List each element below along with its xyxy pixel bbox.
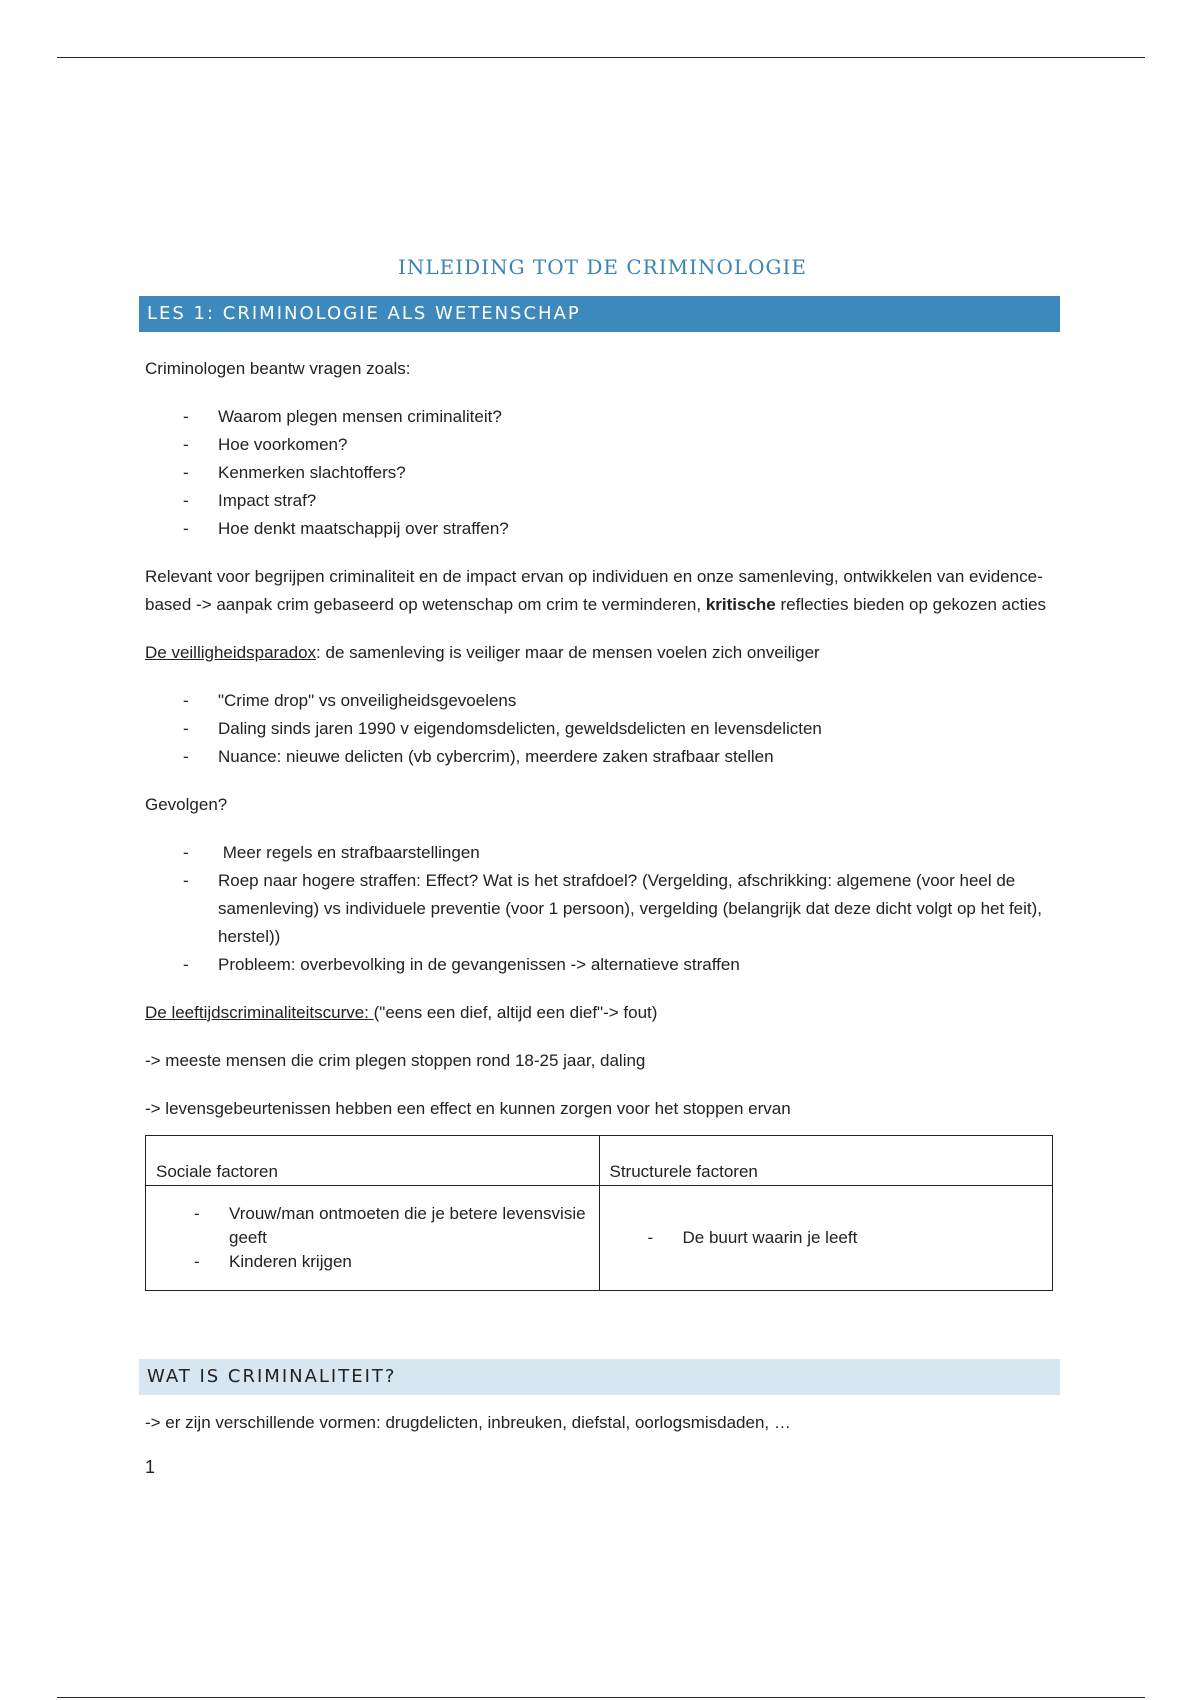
section-heading-les1: LES 1: CRIMINOLOGIE ALS WETENSCHAP bbox=[139, 296, 1060, 332]
paradox-label: De veilligheidsparadox bbox=[145, 643, 317, 662]
relevance-bold: kritische bbox=[705, 595, 776, 614]
table-header-social: Sociale factoren bbox=[146, 1136, 600, 1186]
list-item: - Hoe voorkomen? bbox=[145, 431, 1060, 459]
list-item: - Kenmerken slachtoffers? bbox=[145, 459, 1060, 487]
table-cell-structural bbox=[599, 1186, 1053, 1291]
document-title: INLEIDING TOT DE CRIMINOLOGIE bbox=[397, 255, 808, 279]
table-header-structural: Structurele factoren bbox=[599, 1136, 1053, 1186]
table-header-row bbox=[146, 1136, 1053, 1186]
list-item: - Hoe denkt maatschappij over straffen? bbox=[145, 515, 1060, 543]
list-item: - Kinderen krijgen bbox=[156, 1250, 589, 1274]
section-heading-criminaliteit: WAT IS CRIMINALITEIT? bbox=[139, 1359, 1060, 1395]
relevance-text: Relevant voor begrijpen criminaliteit en de impact ervan op individuen en onze samenleving, ontwikkelen van evidence- based -> aanpak crim gebaseerd op wetenschap om crim te verminderen, bbox=[145, 567, 1043, 614]
header-rule bbox=[57, 57, 1145, 58]
list-item: - Waarom plegen mensen criminaliteit? bbox=[145, 403, 1060, 431]
paradox-list bbox=[145, 687, 1060, 771]
list-item: - "Crime drop" vs onveiligheidsgevoelens bbox=[145, 687, 1060, 715]
structural-factors-list bbox=[610, 1226, 1043, 1250]
consequences-label: Gevolgen? bbox=[145, 795, 228, 814]
social-factors-list bbox=[156, 1202, 589, 1274]
list-item: - Nuance: nieuwe delicten (vb cybercrim), meerdere zaken strafbaar stellen bbox=[145, 743, 1060, 771]
list-item: - Meer regels en strafbaarstellingen bbox=[145, 839, 1060, 867]
factors-table bbox=[145, 1135, 1053, 1291]
list-item: - Impact straf? bbox=[145, 487, 1060, 515]
questions-list bbox=[145, 403, 1060, 543]
table-cell-social bbox=[146, 1186, 600, 1291]
relevance-paragraph bbox=[145, 563, 1060, 619]
list-item: - Probleem: overbevolking in de gevangenissen -> alternatieve straffen bbox=[145, 951, 1060, 979]
curve-text: ("eens een dief, altijd een dief"-> fout) bbox=[373, 1003, 658, 1022]
criminaliteit-paragraph: -> er zijn verschillende vormen: drugdelicten, inbreuken, diefstal, oorlogsmisdaden, … bbox=[145, 1413, 791, 1432]
list-item: - Daling sinds jaren 1990 v eigendomsdelicten, geweldsdelicten en levensdelicten bbox=[145, 715, 1060, 743]
page-number: 1 bbox=[145, 1457, 156, 1477]
list-item: - De buurt waarin je leeft bbox=[610, 1226, 1043, 1250]
document-body bbox=[145, 255, 1060, 1478]
curve-paragraph bbox=[145, 999, 1060, 1027]
list-item: - Roep naar hogere straffen: Effect? Wat is het strafdoel? (Vergelding, afschrikking: algemene (voor heel de samenleving) vs individuele preventie (voor 1 persoon), vergelding (belangrijk dat deze dicht volgt op het feit), herstel)) bbox=[145, 867, 1060, 951]
list-item: - Vrouw/man ontmoeten die je betere levensvisie geeft bbox=[156, 1202, 589, 1250]
curve-line-1: -> meeste mensen die crim plegen stoppen rond 18-25 jaar, daling bbox=[145, 1051, 646, 1070]
paradox-text: : de samenleving is veiliger maar de mensen voelen zich onveiliger bbox=[316, 643, 820, 662]
curve-label: De leeftijdscriminaliteitscurve: bbox=[145, 1003, 374, 1022]
intro-paragraph: Criminologen beantw vragen zoals: bbox=[145, 359, 411, 378]
curve-line-2: -> levensgebeurtenissen hebben een effect en kunnen zorgen voor het stoppen ervan bbox=[145, 1099, 791, 1118]
consequences-list bbox=[145, 839, 1060, 979]
footer-rule bbox=[57, 1697, 1145, 1698]
paradox-paragraph bbox=[145, 639, 1060, 667]
relevance-text-end: reflecties bieden op gekozen acties bbox=[775, 595, 1047, 614]
table-row bbox=[146, 1186, 1053, 1291]
